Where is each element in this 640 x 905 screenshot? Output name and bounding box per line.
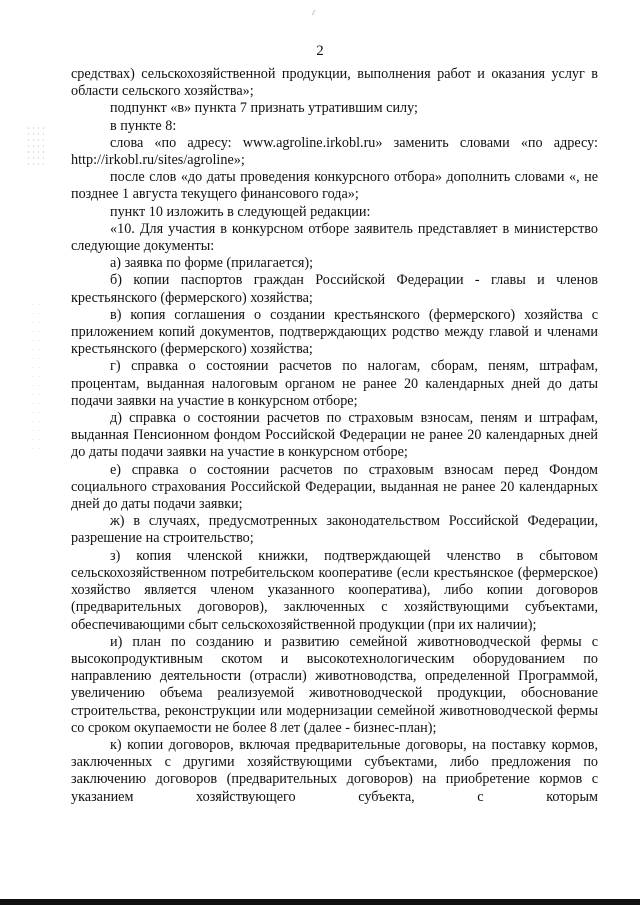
list-item-e: е) справка о состоянии расчетов по страховым взносам перед Фондом социального страхования Российской Федерации, выданная не ранее 20 календарных дней до даты подачи заявки; xyxy=(71,461,598,513)
scan-noise xyxy=(30,300,44,450)
document-body xyxy=(71,66,598,806)
paragraph-continuation: средствах) сельскохозяйственной продукции, выполнения работ и оказания услуг в области сельского хозяйства»; xyxy=(71,66,598,100)
list-item-g: г) справка о состоянии расчетов по налогам, сборам, пеням, штрафам, процентам, выданная налоговым органом не ранее 20 календарных дней до даты подачи заявки на участие в конкурсном отборе; xyxy=(71,358,598,409)
paragraph: слова «по адресу: www.agroline.irkobl.ru» заменить словами «по адресу: http://irkobl.ru/sites/agroline»; xyxy=(71,134,598,169)
list-item-v: в) копия соглашения о создании крестьянского (фермерского) хозяйства с приложением копий документов, подтверждающих родство между главой и членами крестьянского (фермерского) хозяйства; xyxy=(71,306,598,358)
list-item-i: и) план по созданию и развитию семейной животноводческой фермы с высокопродуктивным скотом и высокотехнологическим оборудованием по направлению деятельности (отрасли) животноводства, определенной Программой, увеличению объема реализуемой животноводческой продукции, обоснование строительства, реконструкции или модернизации семейной животноводческой фермы со сроком окупаемости не более 8 лет (далее - бизнес-план); xyxy=(71,633,598,736)
list-item-d: д) справка о состоянии расчетов по страховым взносам, пеням и штрафам, выданная Пенсионном фондом Российской Федерации не ранее 20 календарных дней до даты подачи заявки на участие в конкурсном отборе; xyxy=(71,410,598,461)
scan-noise xyxy=(26,125,44,165)
paragraph: после слов «до даты проведения конкурсного отбора» дополнить словами «, не позднее 1 августа текущего финансового года»; xyxy=(71,169,598,203)
scan-bottom-edge xyxy=(0,899,640,905)
paragraph: в пункте 8: xyxy=(110,117,177,134)
list-item-b: б) копии паспортов граждан Российской Федерации - главы и членов крестьянского (фермерского) хозяйства; xyxy=(71,272,598,306)
paragraph: пункт 10 изложить в следующей редакции: xyxy=(110,203,371,220)
list-item-a: а) заявка по форме (прилагается); xyxy=(110,255,314,272)
scan-mark xyxy=(312,10,318,15)
page-number: 2 xyxy=(316,43,324,59)
list-item-zh: ж) в случаях, предусмотренных законодательством Российской Федерации, разрешение на строительство; xyxy=(71,513,598,547)
list-item-z: з) копия членской книжки, подтверждающей членство в сбытовом сельскохозяйственном потребительском кооперативе (если крестьянское (фермерское) хозяйство является членом указанного кооператива), либо копии договоров (предварительных договоров), заключенных с хозяйствующими субъектами, обеспечивающими сбыт сельскохозяйственной продукции (при их наличии); xyxy=(71,547,598,633)
paragraph: подпункт «в» пункта 7 признать утратившим силу; xyxy=(110,100,418,117)
paragraph: «10. Для участия в конкурсном отборе заявитель представляет в министерство следующие документы: xyxy=(71,220,598,255)
list-item-k: к) копии договоров, включая предварительные договоры, на поставку кормов, заключенных с другими хозяйствующими субъектами, либо предложения по заключению договоров (предварительных договоров) на приобретение кормов с указанием хозяйствующего субъекта, с которым xyxy=(71,736,598,805)
